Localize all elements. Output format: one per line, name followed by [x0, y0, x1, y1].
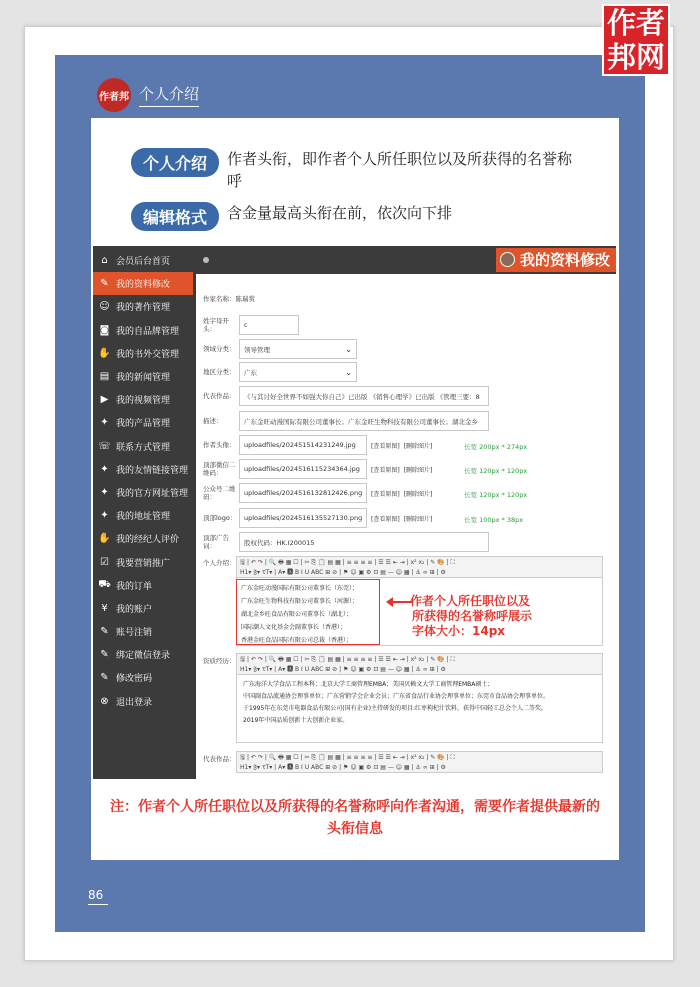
avatar-row — [203, 435, 432, 455]
logout-icon: ⊗ — [100, 695, 109, 707]
sidebar-item-label: 我的新闻管理 — [116, 373, 171, 384]
sidebar-item-label: 我的著作管理 — [116, 303, 171, 314]
official-label: 公众号二维码： — [203, 485, 236, 501]
play-icon: ▶ — [100, 394, 109, 406]
sidebar-item-label: 我要营销推广 — [116, 558, 171, 569]
handshake-icon: ✋ — [98, 347, 111, 359]
info-text: 含金量最高头衔在前，依次向下排 — [227, 204, 453, 222]
sidebar-item-label: 我的视频管理 — [116, 396, 171, 407]
menu-dot-icon[interactable] — [203, 257, 209, 263]
desc-label: 描述： — [203, 417, 223, 425]
sidebar-item[interactable] — [93, 411, 193, 434]
representative-editor-toolbar[interactable]: 🖫 | ↶ ↷ | 🔍 🖶 ▦ ☐ | ✂ ⎘ 📋 ▤ ▦ | ≡ ≡ ≡ ≡ | ☰ ☰ ⇤ ⇥ | x² x₂ | ✎ 🎨 | ⛶ H1▾ 𝔉▾ τT▾ | A▾ 🅰 B I U ABC ⊞ ⊘ | ⚑ ☺ ▣ ⚙ ⊡ ▤ — ☺ ▦ | ⚓ ∞ ⊞ | ⚙ — [236, 751, 603, 773]
author-label: 作家名称： — [203, 295, 236, 303]
sidebar-item-label: 修改密码 — [116, 674, 153, 685]
section-title: 个人介绍 — [139, 83, 199, 107]
topbar — [196, 246, 616, 274]
screenshot-window — [93, 246, 616, 779]
region-label: 地区分类： — [203, 368, 236, 376]
intro-highlight-box — [236, 579, 380, 645]
page-number: 86 — [88, 888, 108, 905]
sidebar-item-label: 我的官方网址管理 — [116, 488, 189, 499]
official-row — [203, 483, 432, 503]
works-row — [203, 386, 489, 406]
sidebar-item[interactable] — [93, 249, 193, 272]
wechat-icon: ✎ — [100, 649, 109, 661]
initial-input[interactable]: c — [239, 315, 299, 335]
sidebar-item-label: 退出登录 — [116, 697, 153, 708]
intro-label: 个人介绍： — [203, 559, 236, 567]
experience-line: 2019年中国品质创新十大创新企业家。 — [243, 717, 349, 724]
intro-line: 香港金旺食品国际有限公司总裁（香港）； — [241, 637, 353, 644]
works-label: 代表作品： — [203, 392, 236, 400]
experience-line: 中国副食品流通协会理事单位；广东营销学会企业会员；广东省食品行业协会理事单位；东莞市食品协会理事单位。 — [243, 693, 550, 700]
experience-editor[interactable] — [236, 675, 603, 743]
sidebar-item[interactable] — [93, 458, 193, 481]
delete-image-link[interactable]: [删除图片] — [403, 466, 433, 474]
sidebar-item[interactable] — [93, 365, 193, 388]
avatar-label: 作者头像： — [203, 441, 236, 449]
info-row-intro — [131, 148, 582, 192]
info-pill: 个人介绍 — [131, 148, 219, 177]
phone-icon: ☏ — [98, 440, 111, 452]
ad-input[interactable]: 股权代码：HK.I200015 — [239, 532, 489, 552]
sidebar-item[interactable] — [93, 481, 193, 504]
sidebar — [93, 246, 193, 779]
sidebar-item-label: 会员后台首页 — [116, 257, 171, 268]
rating-icon: ✋ — [98, 533, 111, 545]
sidebar-item[interactable] — [93, 574, 193, 597]
header-logo: 作者邦 — [97, 78, 131, 112]
wechat-input[interactable]: uploadfiles/20245161152​34364.jpg — [239, 459, 367, 479]
edit-icon: ✎ — [100, 278, 109, 290]
sidebar-item-label: 我的自品牌管理 — [116, 326, 180, 337]
sidebar-item-label: 账号注销 — [116, 628, 153, 639]
delete-image-link[interactable]: [删除图片] — [403, 515, 433, 523]
experience-line: 于1995年在东莞市电器食品有限公司(国有企业)主持研发的项目:红枣枸杞汁饮料，获得中国轻工总会个人二等奖; — [243, 705, 543, 712]
sidebar-item[interactable] — [93, 597, 193, 620]
checkbox-icon: ☑ — [100, 556, 109, 568]
sidebar-item[interactable] — [93, 690, 193, 713]
info-row-format — [131, 202, 582, 231]
link-icon: ✦ — [100, 463, 109, 475]
avatar-size-hint: 长宽 200px * 274px — [464, 443, 528, 451]
sidebar-item[interactable] — [93, 666, 193, 689]
sidebar-item[interactable] — [93, 295, 193, 318]
sidebar-item-label: 我的产品管理 — [116, 419, 171, 430]
intro-editor-toolbar[interactable]: 🖫 | ↶ ↷ | 🔍 🖶 ▦ ☐ | ✂ ⎘ 📋 ▤ ▦ | ≡ ≡ ≡ ≡ | ☰ ☰ ⇤ ⇥ | x² x₂ | ✎ 🎨 | ⛶ H1▾ 𝔉▾ τT▾ | A▾ 🅰 B I U ABC ⊞ ⊘ | ⚑ ☺ ▣ ⚙ ⊡ ▤ — ☺ ▦ | ⚓ ∞ ⊞ | ⚙ — [236, 556, 603, 578]
ad-row — [203, 532, 489, 552]
desc-input[interactable]: 广东金旺动漫国际有限公司董事长；广东金旺生物科技有限公司董事长；湖北金乡 — [239, 411, 489, 431]
representative-label: 代表作品： — [203, 755, 236, 763]
info-text: 作者头衔，即作者个人所任职位以及所获得的名誉称呼 — [227, 150, 573, 190]
logo-label: 顶部logo： — [203, 514, 237, 522]
experience-line: 广东海洋大学食品工程本科；北京大学工商管理EMBA；美国贝赖文大学工商管理EMBA硕士； — [243, 681, 494, 688]
avatar — [500, 252, 515, 267]
camera-icon: ◙ — [99, 324, 110, 336]
password-icon: ✎ — [100, 672, 109, 684]
sidebar-item-label: 我的书外交管理 — [116, 349, 180, 360]
region-select[interactable]: 广东 ⌄ — [239, 362, 357, 382]
delete-image-link[interactable]: [删除图片] — [403, 490, 433, 498]
view-image-link[interactable]: [查看原图] — [371, 515, 400, 523]
cart-icon: ⛟ — [98, 578, 111, 590]
sidebar-item-label: 我的地址管理 — [116, 512, 171, 523]
globe-icon: ✦ — [100, 486, 109, 498]
sidebar-item[interactable] — [93, 272, 193, 295]
experience-editor-toolbar[interactable]: 🖫 | ↶ ↷ | 🔍 🖶 ▦ ☐ | ✂ ⎘ 📋 ▤ ▦ | ≡ ≡ ≡ ≡ | ☰ ☰ ⇤ ⇥ | x² x₂ | ✎ 🎨 | ⛶ H1▾ 𝔉▾ τT▾ | A▾ 🅰 B I U ABC ⊞ ⊘ | ⚑ ☺ ▣ ⚙ ⊡ ▤ — ☺ ▦ | ⚓ ∞ ⊞ | ⚙ — [236, 653, 603, 675]
sidebar-item[interactable] — [93, 504, 193, 527]
main-panel — [196, 246, 616, 779]
ad-label: 顶部广告词： — [203, 534, 229, 550]
intro-line: 国际潮人文化基金会副董事长（香港）； — [241, 624, 347, 631]
sidebar-item[interactable] — [93, 527, 193, 550]
sidebar-item[interactable] — [93, 319, 193, 342]
wechat-size-hint: 长宽 120px * 120px — [464, 467, 528, 475]
cancel-icon: ✎ — [100, 626, 109, 638]
region-row — [203, 362, 357, 382]
info-pill: 编辑格式 — [131, 202, 219, 231]
home-icon: ⌂ — [101, 255, 108, 267]
official-size-hint: 长宽 120px * 120px — [464, 491, 528, 499]
sidebar-item[interactable] — [93, 342, 193, 365]
sidebar-item-label: 我的友情链接管理 — [116, 465, 189, 476]
view-image-link[interactable]: [查看原图] — [371, 442, 400, 450]
sidebar-item[interactable] — [93, 388, 193, 411]
experience-label: 资质经历： — [203, 657, 236, 665]
sidebar-item-label: 我的订单 — [116, 581, 153, 592]
newspaper-icon: ▤ — [99, 371, 110, 383]
address-icon: ✦ — [100, 510, 109, 522]
logo-size-hint: 长宽 100px * 38px — [464, 516, 524, 524]
author-value: 陈瑞赏 — [235, 295, 255, 303]
callout-arrow — [392, 601, 412, 603]
view-image-link[interactable]: [查看原图] — [371, 466, 400, 474]
sidebar-item-label: 我的账户 — [116, 604, 153, 615]
intro-line: 广东金旺动漫国际有限公司董事长（东莞）； — [241, 585, 359, 592]
initial-row — [203, 315, 299, 335]
logo-input[interactable]: uploadfiles/202451613552​7130.png — [239, 508, 367, 528]
sidebar-item-label: 我的经纪人评价 — [116, 535, 180, 546]
desc-row — [203, 411, 489, 431]
delete-image-link[interactable]: [删除图片] — [403, 442, 433, 450]
field-select[interactable]: 领导管理 ⌄ — [239, 339, 357, 359]
field-row — [203, 339, 357, 359]
wechat-label: 顶部微信二维码： — [203, 461, 236, 477]
intro-line: 湖北金乡旺食品有限公司董事长（湖北）； — [241, 611, 353, 618]
section-header — [97, 78, 199, 112]
wechat-row — [203, 459, 432, 479]
logo-row — [203, 508, 432, 528]
avatar-input[interactable]: uploadfiles/2024515142312​49.jpg — [239, 435, 367, 455]
product-icon: ✦ — [100, 417, 109, 429]
sidebar-item-label: 我的资料修改 — [116, 280, 171, 291]
sidebar-item-label: 联系方式管理 — [116, 442, 171, 453]
author-row — [203, 294, 255, 303]
sidebar-item[interactable] — [93, 435, 193, 458]
sidebar-item[interactable] — [93, 550, 193, 573]
reader-icon: ☺ — [99, 301, 110, 313]
field-label: 领域分类： — [203, 345, 236, 353]
sidebar-item[interactable] — [93, 620, 193, 643]
official-input[interactable]: uploadfiles/202451613281​2426.png — [239, 483, 367, 503]
brand-logo: 作者 邦网 — [602, 4, 670, 76]
yen-icon: ¥ — [101, 602, 108, 614]
initial-label: 姓字母开头： — [203, 317, 229, 333]
view-image-link[interactable]: [查看原图] — [371, 490, 400, 498]
works-input[interactable]: 《与其讨好全世界不如强大你自己》已出版 《销售心理学》已出版 《管理三要：8 — [239, 386, 489, 406]
sidebar-item-label: 绑定微信登录 — [116, 651, 171, 662]
intro-line: 广东金旺生物科技有限公司董事长（河源）； — [241, 598, 359, 605]
page-title-badge: 我的资料修改 — [496, 248, 616, 272]
sidebar-item[interactable] — [93, 643, 193, 666]
callout-text: 作者个人所任职位以及 所获得的名誉称呼展示 字体大小：14px — [410, 594, 533, 638]
footnote: 注：作者个人所任职位以及所获得的名誉称呼向作者沟通，需要作者提供最新的头衔信息 — [110, 799, 600, 837]
